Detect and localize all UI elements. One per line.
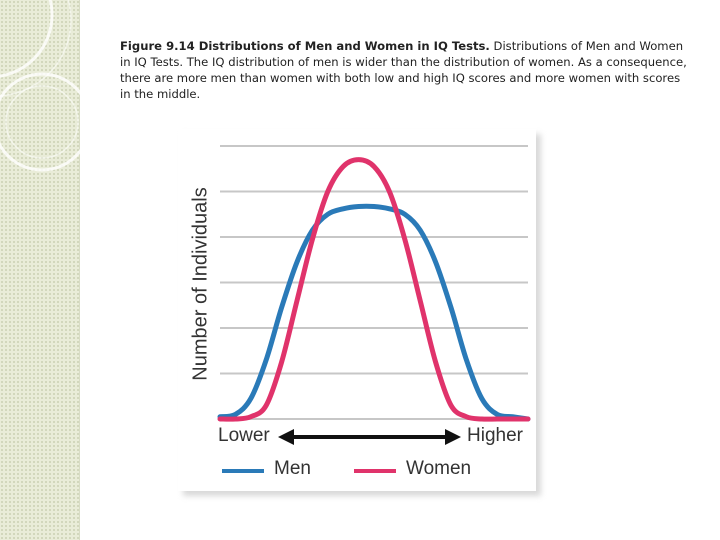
legend-swatch-women <box>354 469 396 473</box>
y-axis-label-area <box>186 177 216 391</box>
x-axis-arrowhead-left <box>278 429 294 445</box>
chart-series <box>220 160 528 420</box>
series-line-women <box>220 160 528 420</box>
figure-caption <box>120 38 690 102</box>
figure-caption-text: Distributions of Men and Women in IQ Tests. The IQ distribution of men is wider than the distribution of women. As a consequence, there are more men than women with both low and high IQ scores and more women with scores in the middle. <box>120 39 687 101</box>
grid-lines <box>220 146 528 419</box>
x-axis-arrowhead-right <box>445 429 461 445</box>
y-axis-label: Number of Individuals <box>189 187 212 381</box>
chart-figure <box>178 129 536 491</box>
legend-label-men: Men <box>274 458 311 479</box>
legend-swatch-men <box>222 469 264 473</box>
x-axis-lower-label: Lower <box>218 425 270 446</box>
legend-label-women: Women <box>406 458 472 479</box>
series-line-men <box>220 206 528 419</box>
x-axis-higher-label: Higher <box>467 425 523 446</box>
decorative-rings <box>0 0 80 200</box>
chart-legend <box>178 458 536 484</box>
x-axis-arrow <box>278 429 461 445</box>
figure-caption-label: Figure 9.14 Distributions of Men and Women in IQ Tests. <box>120 39 490 53</box>
